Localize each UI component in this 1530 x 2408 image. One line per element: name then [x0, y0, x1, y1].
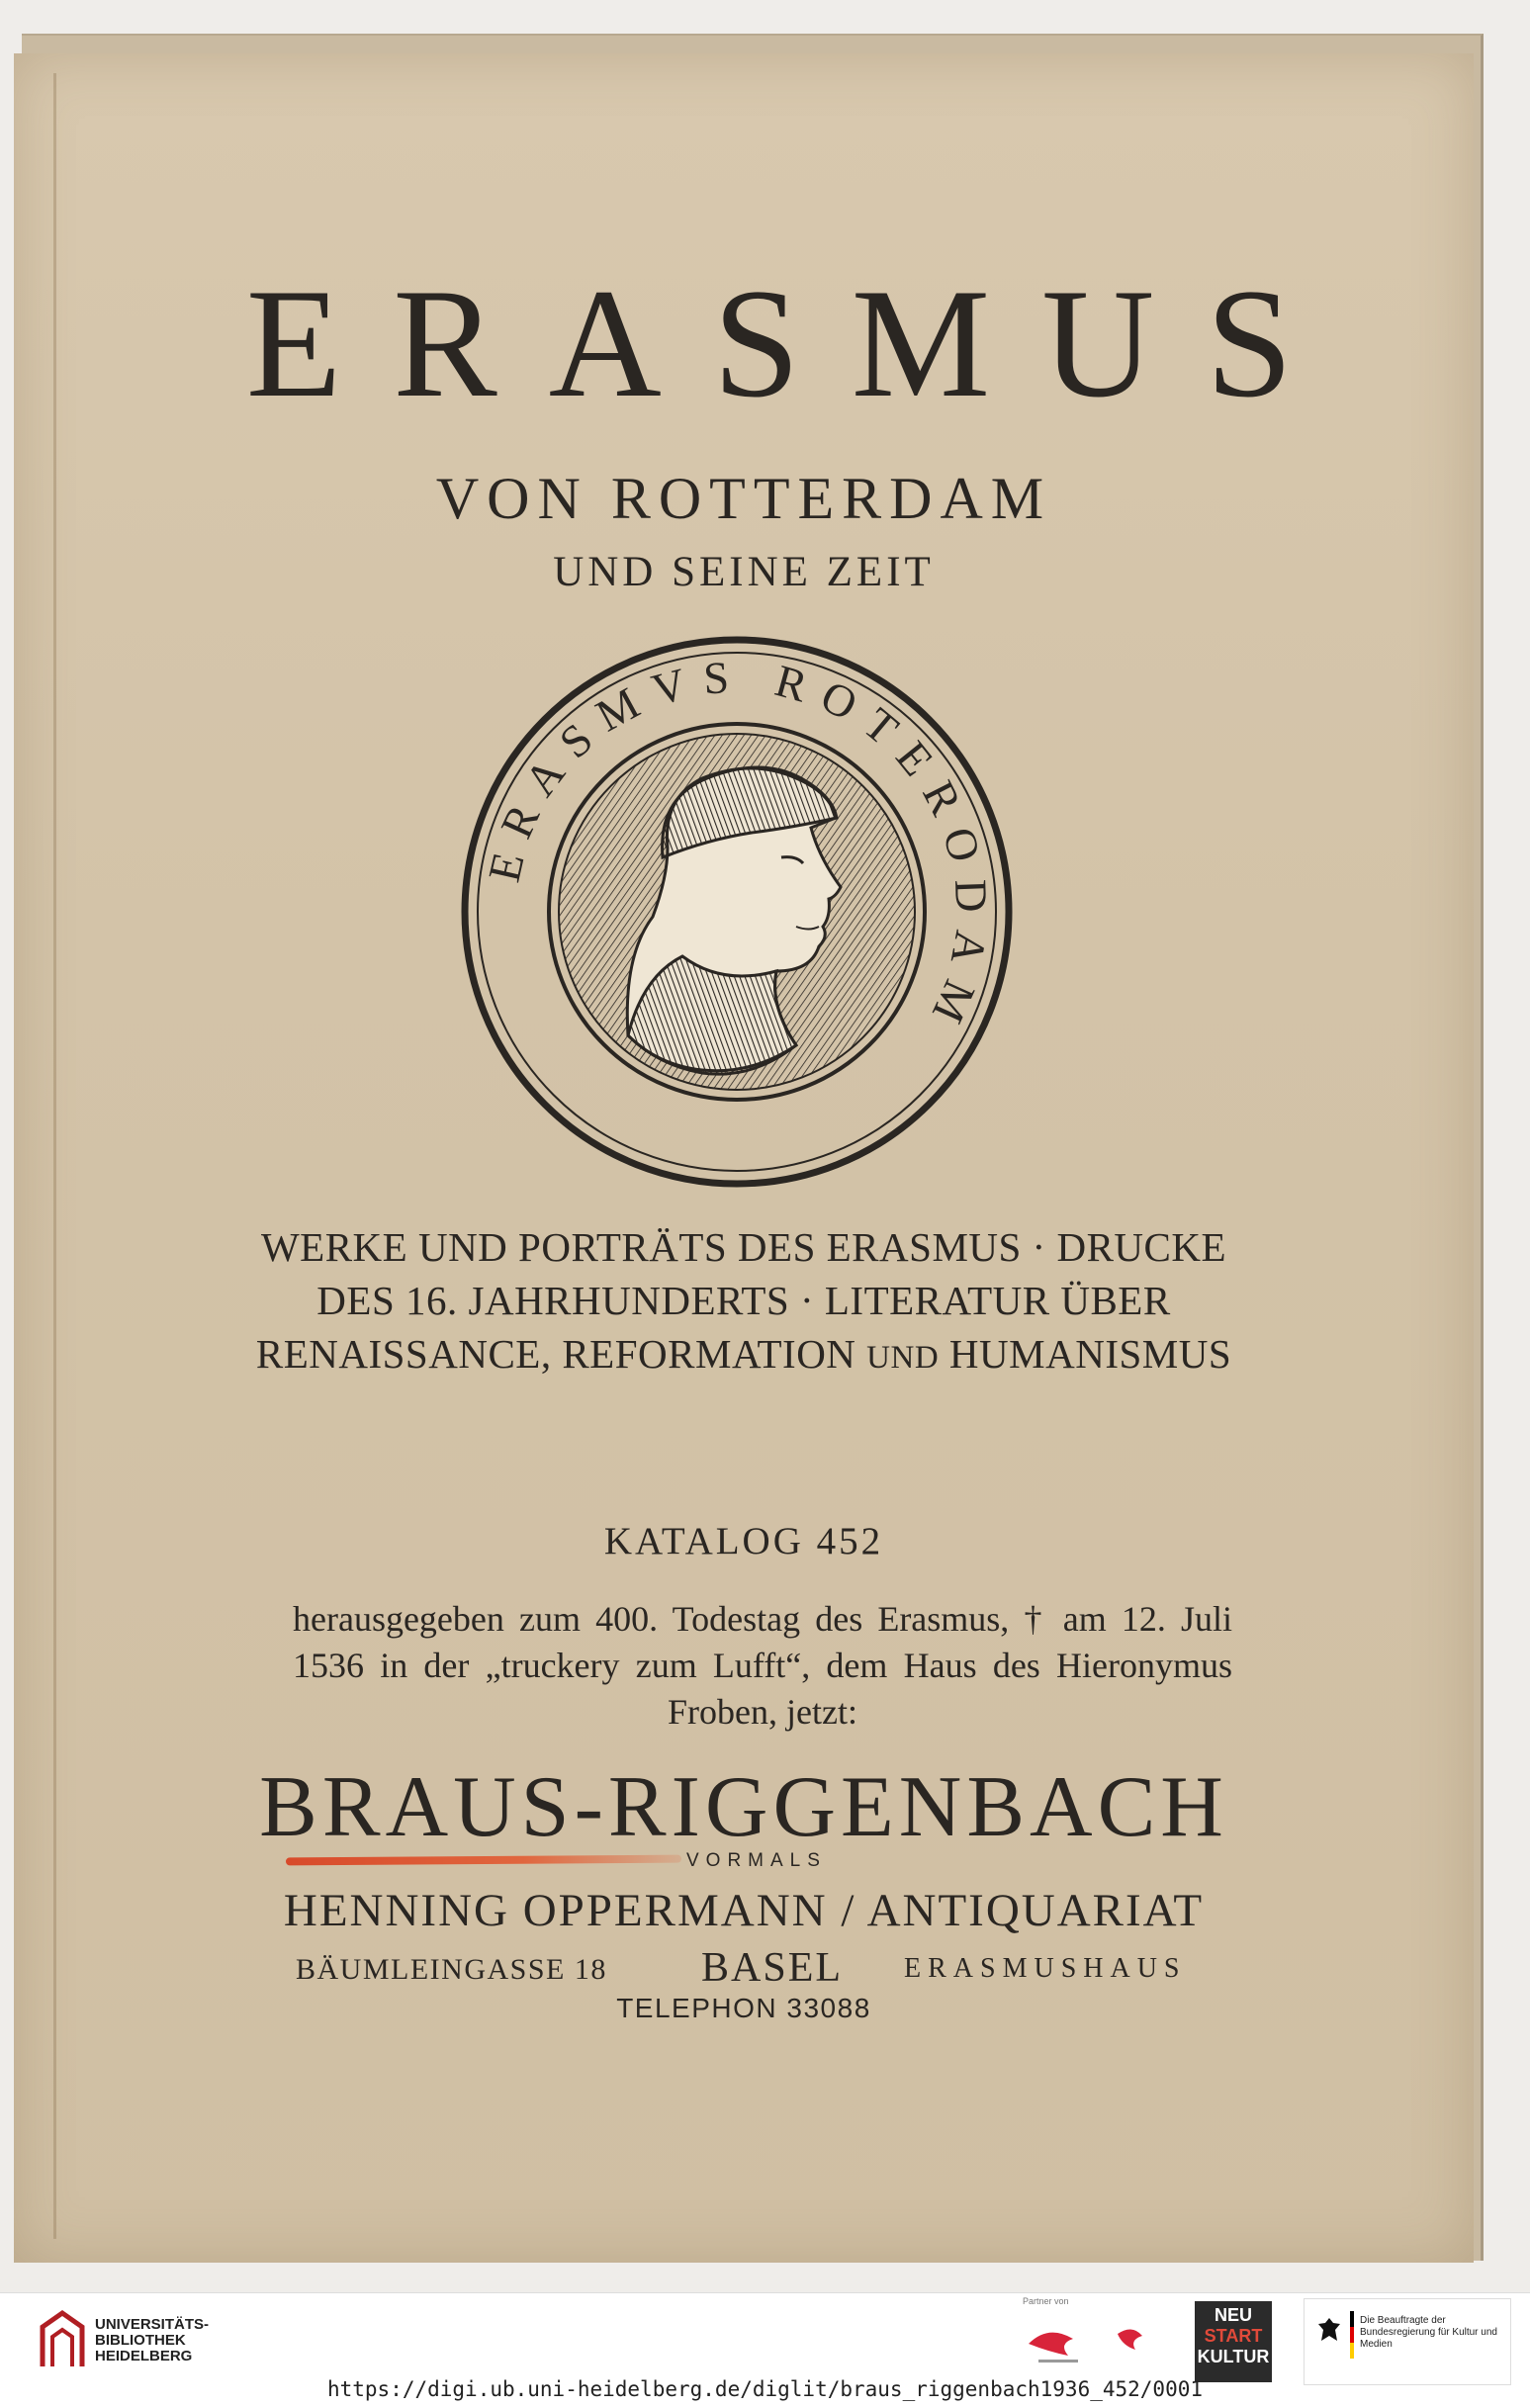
- permalink-url[interactable]: https://digi.ub.uni-heidelberg.de/diglit/braus_riggenbach1936_452/0001: [326, 2377, 1203, 2401]
- subjects-line-3-b: UND: [866, 1340, 940, 1376]
- university-name-line-1: UNIVERSITÄTS-: [95, 2316, 210, 2333]
- neustart-line-3: KULTUR: [1197, 2347, 1270, 2366]
- red-pencil-underline: [286, 1855, 681, 1866]
- subjects-line-3-c: HUMANISMUS: [939, 1331, 1232, 1377]
- neustart-kultur-logo[interactable]: [1195, 2301, 1272, 2382]
- university-library-logo-icon[interactable]: [38, 2309, 87, 2368]
- street-address: BÄUMLEINGASSE 18: [296, 1953, 607, 1986]
- catalog-subjects: [14, 1220, 1474, 1384]
- neustart-line-2: START: [1204, 2326, 1263, 2346]
- formerly-label: VORMALS: [686, 1850, 827, 1871]
- university-library-name[interactable]: [95, 2317, 293, 2364]
- subjects-line-1: WERKE UND PORTRÄTS DES ERASMUS · DRUCKE: [260, 1224, 1227, 1270]
- former-firm-name: HENNING OPPERMANN / ANTIQUARIAT: [283, 1885, 1205, 1936]
- partner-logos-icon[interactable]: [1019, 2314, 1157, 2368]
- german-flag-stripe-icon: [1350, 2311, 1354, 2359]
- cover-subtitle-city: VON ROTTERDAM: [435, 466, 1052, 531]
- university-name-line-2: BIBLIOTHEK: [95, 2332, 186, 2349]
- cover-title: ERASMUS: [245, 257, 1345, 430]
- bkm-logo[interactable]: [1304, 2298, 1511, 2385]
- bkm-text: Die Beauftragte der Bundesregierung für Kultur und Medien: [1360, 2315, 1497, 2350]
- city-name: BASEL: [701, 1945, 844, 1991]
- catalog-cover: [14, 53, 1474, 2263]
- publisher-name: BRAUS-RIGGENBACH: [259, 1759, 1228, 1855]
- building-name: ERASMUSHAUS: [904, 1953, 1187, 1984]
- subjects-line-3-a: RENAISSANCE, REFORMATION: [255, 1331, 867, 1377]
- neustart-line-1: NEU: [1214, 2305, 1252, 2325]
- federal-eagle-icon: [1316, 2315, 1342, 2345]
- university-name-line-3: HEIDELBERG: [95, 2348, 193, 2364]
- subjects-line-3: [14, 1327, 1474, 1384]
- telephone-number: TELEPHON 33088: [616, 1993, 871, 2023]
- subjects-line-2: DES 16. JAHRHUNDERTS · LITERATUR ÜBER: [316, 1278, 1171, 1323]
- partner-label: Partner von: [1023, 2296, 1069, 2306]
- medal-inscription: ERASMVS ROTERODAM: [478, 651, 998, 1045]
- erasmus-medal-portrait: [455, 630, 1019, 1194]
- publication-note: herausgegeben zum 400. Todestag des Erasmus, † am 12. Juli 1536 in der „truckery zum Lufft“, dem Haus des Hieronymus Froben, jetzt:: [293, 1599, 1232, 1732]
- catalog-number: KATALOG 452: [603, 1520, 884, 1562]
- cover-subtitle-era: UND SEINE ZEIT: [553, 549, 935, 595]
